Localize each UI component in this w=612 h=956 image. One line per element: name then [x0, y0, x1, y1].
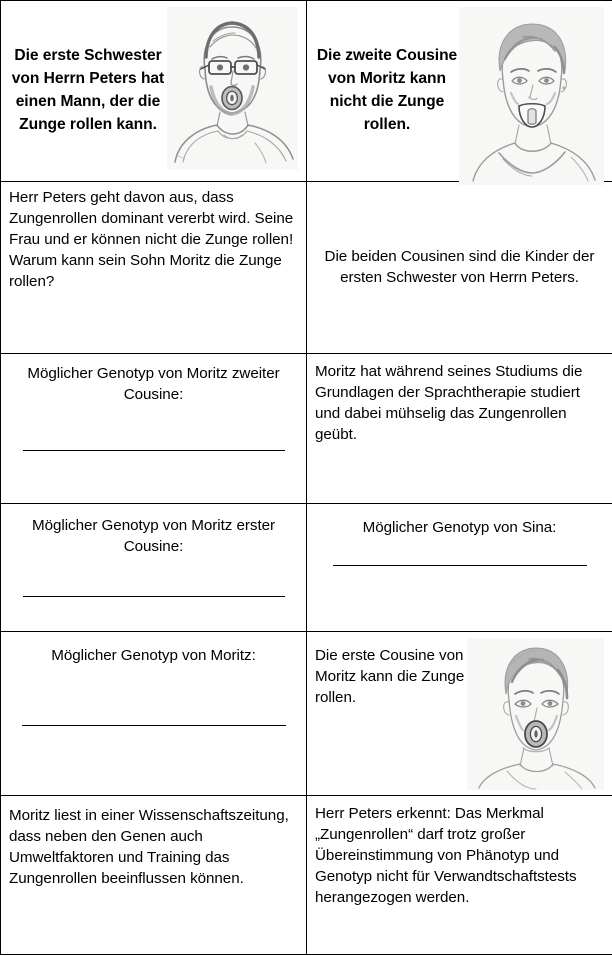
card-cell-r4c1[interactable]	[1, 504, 307, 632]
portrait-woman-flat-tongue-icon	[459, 7, 604, 185]
card-cell-r3c1[interactable]	[1, 354, 307, 504]
card-prompt: Möglicher Genotyp von Sina:	[362, 519, 557, 536]
card-cell-r3c2[interactable]	[307, 354, 612, 504]
card-text-wrap	[315, 188, 604, 347]
card-text: Herr Peters erkennt: Das Merkmal „Zungenrollen“ darf trotz großer Übereinstimmung von Phänotyp und Genotyp nicht für Verwandtschaftstests herangezogen werden.	[315, 805, 577, 906]
card-prompt: Möglicher Genotyp von Moritz zweiter Cousine:	[27, 365, 280, 403]
card-prompt: Möglicher Genotyp von Moritz:	[51, 647, 256, 664]
table-row	[1, 632, 612, 796]
card-text-wrap	[315, 638, 467, 789]
card-text: Herr Peters geht davon aus, dass Zungenrollen dominant vererbt wird. Seine Frau und er können nicht die Zunge rollen! Warum kann sein Sohn Moritz die Zunge rollen?	[9, 189, 294, 290]
table-row	[1, 796, 612, 955]
card-text: Die beiden Cousinen sind die Kinder der ersten Schwester von Herrn Peters.	[324, 247, 595, 286]
card-image-wrap	[167, 7, 298, 175]
card-text: Die erste Schwester von Herrn Peters hat einen Mann, der die Zunge rollen kann.	[11, 47, 165, 133]
table-row	[1, 1, 612, 182]
card-text: Moritz liest in einer Wissenschaftszeitung, dass neben den Genen auch Umweltfaktoren und Training das Zungenrollen beeinflussen können.	[9, 807, 289, 887]
table-row	[1, 354, 612, 504]
card-cell-r4c2[interactable]	[307, 504, 612, 632]
card-cell-r6c1[interactable]	[1, 796, 307, 955]
card-text: Moritz hat während seines Studiums die Grundlagen der Sprachtherapie studiert und dabei mühselig das Zungenrollen geübt.	[315, 363, 583, 443]
card-cell-r6c2[interactable]	[307, 796, 612, 955]
table-row	[1, 182, 612, 354]
card-cell-r1c1[interactable]	[1, 1, 307, 182]
card-image-wrap	[459, 7, 604, 175]
portrait-woman-rolled-tongue-icon	[467, 638, 604, 790]
card-cell-r2c2[interactable]	[307, 182, 612, 354]
card-text: Die zweite Cousine von Moritz kann nicht die Zunge rollen.	[316, 47, 458, 133]
card-image-wrap	[467, 638, 604, 789]
card-text-wrap	[9, 7, 167, 175]
answer-line-genotype-sina[interactable]	[333, 565, 587, 566]
answer-line-genotype-second-cousine[interactable]	[23, 450, 285, 451]
card-text: Die erste Cousine von Moritz kann die Zunge rollen.	[315, 647, 465, 706]
card-cell-r5c1[interactable]	[1, 632, 307, 796]
card-prompt: Möglicher Genotyp von Moritz erster Cousine:	[31, 517, 276, 555]
answer-line-genotype-moritz[interactable]	[22, 725, 286, 726]
card-cell-r2c1[interactable]	[1, 182, 307, 354]
table-row	[1, 504, 612, 632]
card-cell-r5c2[interactable]	[307, 632, 612, 796]
portrait-man-with-glasses-rolled-tongue-icon	[167, 7, 298, 170]
answer-line-genotype-first-cousine[interactable]	[23, 596, 285, 597]
card-cell-r1c2[interactable]	[307, 1, 612, 182]
card-text-wrap	[315, 7, 459, 175]
